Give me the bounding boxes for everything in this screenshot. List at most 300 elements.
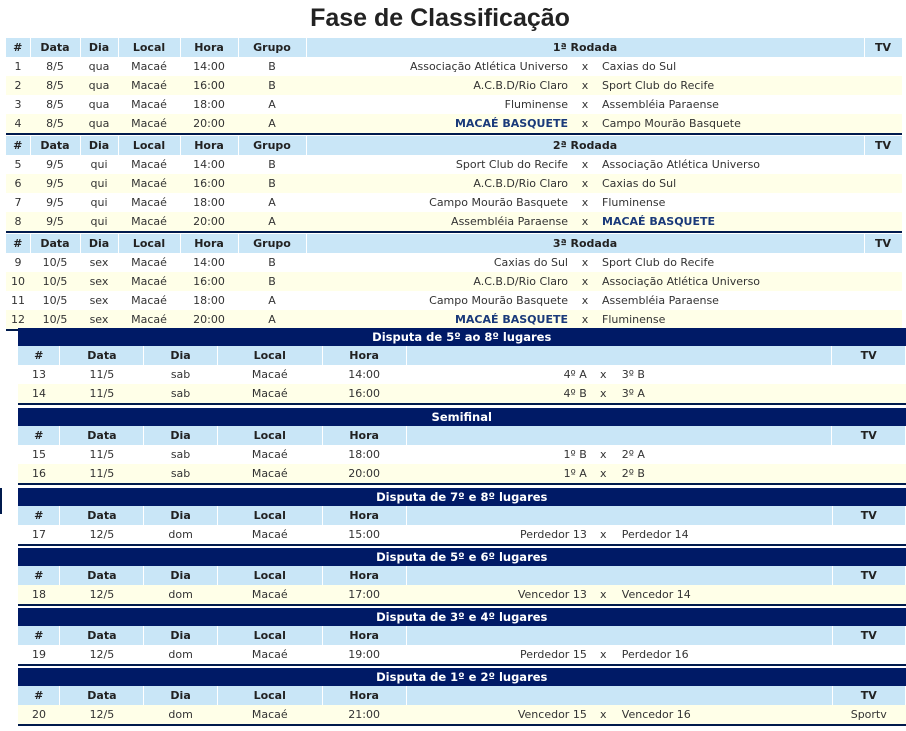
home-team: Fluminense <box>306 95 574 114</box>
versus-mark: x <box>593 585 614 605</box>
game-venue: Macaé <box>118 174 180 193</box>
header-grupo: Grupo <box>238 38 306 57</box>
header-num: # <box>6 234 30 253</box>
game-time: 19:00 <box>322 645 406 665</box>
game-time: 21:00 <box>322 705 406 725</box>
away-team: Associação Atlética Universo <box>596 272 864 291</box>
header-num: # <box>6 38 30 57</box>
game-number: 18 <box>18 585 60 605</box>
home-team: A.C.B.D/Rio Claro <box>306 272 574 291</box>
table-row <box>6 76 902 95</box>
versus-mark: x <box>574 76 596 95</box>
game-weekday: qui <box>80 174 118 193</box>
away-team: 3º A <box>614 384 832 404</box>
tv-channel <box>864 291 902 310</box>
header-num: # <box>18 426 60 445</box>
versus-mark: x <box>593 705 614 725</box>
header-hora: Hora <box>322 346 406 365</box>
game-number: 7 <box>6 193 30 212</box>
header-local: Local <box>217 686 322 705</box>
table-row <box>18 705 906 725</box>
game-number: 20 <box>18 705 60 725</box>
header-data: Data <box>30 234 80 253</box>
separator-line <box>18 665 906 666</box>
table-row <box>18 365 906 384</box>
phase-header-row <box>18 346 906 365</box>
game-number: 11 <box>6 291 30 310</box>
header-tv: TV <box>832 566 906 585</box>
versus-mark: x <box>574 57 596 76</box>
header-local: Local <box>118 136 180 155</box>
phase-title: Disputa de 1º e 2º lugares <box>18 668 906 686</box>
versus-mark: x <box>574 174 596 193</box>
away-team: Perdedor 14 <box>614 525 832 545</box>
away-team: Fluminense <box>596 310 864 330</box>
header-local: Local <box>217 566 322 585</box>
tv-channel <box>864 57 902 76</box>
game-time: 16:00 <box>322 384 406 404</box>
game-date: 9/5 <box>30 174 80 193</box>
header-tv: TV <box>864 38 902 57</box>
phase-title-row <box>18 328 906 346</box>
away-team: Associação Atlética Universo <box>596 155 864 174</box>
tv-channel <box>832 384 906 404</box>
game-time: 14:00 <box>180 253 238 272</box>
header-data: Data <box>30 136 80 155</box>
game-weekday: sab <box>144 445 217 464</box>
game-venue: Macaé <box>217 705 322 725</box>
versus-mark: x <box>574 155 596 174</box>
game-date: 11/5 <box>60 464 144 484</box>
game-time: 20:00 <box>180 310 238 330</box>
game-date: 10/5 <box>30 291 80 310</box>
versus-mark: x <box>574 114 596 134</box>
game-number: 8 <box>6 212 30 232</box>
phase-separator <box>18 725 906 726</box>
game-weekday: sab <box>144 464 217 484</box>
tv-channel <box>832 525 906 545</box>
header-hora: Hora <box>180 136 238 155</box>
table-row <box>6 57 902 76</box>
game-venue: Macaé <box>118 253 180 272</box>
game-group: B <box>238 272 306 291</box>
versus-mark: x <box>574 272 596 291</box>
game-weekday: qui <box>80 193 118 212</box>
header-num: # <box>18 566 60 585</box>
tv-channel <box>832 464 906 484</box>
page-title: Fase de Classificação <box>310 4 570 32</box>
game-venue: Macaé <box>217 384 322 404</box>
game-venue: Macaé <box>217 645 322 665</box>
header-tv: TV <box>832 686 906 705</box>
header-matchup <box>406 566 832 585</box>
tv-channel <box>864 174 902 193</box>
tv-channel <box>832 445 906 464</box>
game-number: 3 <box>6 95 30 114</box>
round-separator <box>6 232 902 233</box>
tv-channel <box>832 585 906 605</box>
phase-title-row <box>18 548 906 566</box>
game-time: 17:00 <box>322 585 406 605</box>
header-local: Local <box>217 346 322 365</box>
game-date: 11/5 <box>60 445 144 464</box>
header-grupo: Grupo <box>238 234 306 253</box>
game-venue: Macaé <box>217 525 322 545</box>
phase-separator <box>18 605 906 606</box>
game-number: 6 <box>6 174 30 193</box>
round-header-row <box>6 136 902 155</box>
header-dia: Dia <box>144 626 217 645</box>
header-data: Data <box>60 626 144 645</box>
versus-mark: x <box>593 464 614 484</box>
game-number: 19 <box>18 645 60 665</box>
home-team: Sport Club do Recife <box>306 155 574 174</box>
game-number: 14 <box>18 384 60 404</box>
phase-header-row <box>18 506 906 525</box>
game-venue: Macaé <box>118 76 180 95</box>
game-weekday: sex <box>80 272 118 291</box>
game-time: 18:00 <box>180 95 238 114</box>
game-date: 8/5 <box>30 114 80 134</box>
table-row <box>18 525 906 545</box>
left-edge-marker <box>0 488 2 514</box>
game-venue: Macaé <box>118 291 180 310</box>
phase-title-row <box>18 488 906 506</box>
game-number: 4 <box>6 114 30 134</box>
home-team: 1º B <box>406 445 593 464</box>
game-number: 15 <box>18 445 60 464</box>
header-num: # <box>6 136 30 155</box>
game-weekday: dom <box>144 645 217 665</box>
game-time: 16:00 <box>180 174 238 193</box>
home-team: Perdedor 15 <box>406 645 593 665</box>
game-time: 18:00 <box>180 193 238 212</box>
tv-channel <box>864 95 902 114</box>
tv-channel <box>864 310 902 330</box>
header-tv: TV <box>864 136 902 155</box>
phase-separator <box>18 484 906 485</box>
header-dia: Dia <box>144 566 217 585</box>
game-number: 10 <box>6 272 30 291</box>
header-matchup <box>406 346 832 365</box>
header-num: # <box>18 626 60 645</box>
game-venue: Macaé <box>217 585 322 605</box>
game-weekday: qui <box>80 212 118 232</box>
game-group: A <box>238 291 306 310</box>
game-date: 8/5 <box>30 57 80 76</box>
home-team: Perdedor 13 <box>406 525 593 545</box>
header-local: Local <box>217 506 322 525</box>
separator-line <box>6 232 902 233</box>
header-data: Data <box>60 426 144 445</box>
header-hora: Hora <box>180 234 238 253</box>
game-time: 15:00 <box>322 525 406 545</box>
game-venue: Macaé <box>118 57 180 76</box>
home-team: A.C.B.D/Rio Claro <box>306 76 574 95</box>
game-weekday: sab <box>144 384 217 404</box>
separator-line <box>18 725 906 726</box>
header-num: # <box>18 686 60 705</box>
home-team: 4º B <box>406 384 593 404</box>
home-team: Associação Atlética Universo <box>306 57 574 76</box>
header-local: Local <box>118 38 180 57</box>
game-venue: Macaé <box>118 155 180 174</box>
table-row <box>6 272 902 291</box>
game-venue: Macaé <box>217 365 322 384</box>
tv-channel <box>864 114 902 134</box>
game-group: B <box>238 253 306 272</box>
game-weekday: sex <box>80 310 118 330</box>
tv-channel <box>864 76 902 95</box>
header-data: Data <box>60 346 144 365</box>
away-team: Assembléia Paraense <box>596 291 864 310</box>
header-dia: Dia <box>144 426 217 445</box>
game-weekday: dom <box>144 585 217 605</box>
game-time: 16:00 <box>180 76 238 95</box>
header-tv: TV <box>832 626 906 645</box>
game-venue: Macaé <box>118 272 180 291</box>
game-date: 9/5 <box>30 155 80 174</box>
table-row <box>6 155 902 174</box>
table-row <box>18 645 906 665</box>
round-label: 3ª Rodada <box>306 234 864 253</box>
home-team: MACAÉ BASQUETE <box>306 310 574 330</box>
away-team: Campo Mourão Basquete <box>596 114 864 134</box>
game-date: 8/5 <box>30 95 80 114</box>
home-team: Vencedor 15 <box>406 705 593 725</box>
phase-header-row <box>18 426 906 445</box>
header-grupo: Grupo <box>238 136 306 155</box>
versus-mark: x <box>574 253 596 272</box>
round-separator <box>6 134 902 135</box>
away-team: Sport Club do Recife <box>596 253 864 272</box>
game-number: 9 <box>6 253 30 272</box>
tv-channel <box>864 253 902 272</box>
table-row <box>6 193 902 212</box>
header-tv: TV <box>832 426 906 445</box>
header-hora: Hora <box>322 506 406 525</box>
header-local: Local <box>217 426 322 445</box>
game-group: B <box>238 76 306 95</box>
phase-header-row <box>18 626 906 645</box>
header-local: Local <box>118 234 180 253</box>
away-team: Vencedor 14 <box>614 585 832 605</box>
game-number: 13 <box>18 365 60 384</box>
game-venue: Macaé <box>118 310 180 330</box>
game-date: 10/5 <box>30 253 80 272</box>
away-team: 3º B <box>614 365 832 384</box>
game-group: B <box>238 155 306 174</box>
game-venue: Macaé <box>118 212 180 232</box>
table-row <box>18 445 906 464</box>
header-matchup <box>406 506 832 525</box>
versus-mark: x <box>574 291 596 310</box>
away-team: 2º A <box>614 445 832 464</box>
round-table <box>6 136 903 233</box>
header-matchup <box>406 686 832 705</box>
game-group: A <box>238 95 306 114</box>
phase-table <box>18 668 906 726</box>
game-group: B <box>238 57 306 76</box>
game-date: 12/5 <box>60 525 144 545</box>
table-row <box>6 291 902 310</box>
phase-header-row <box>18 566 906 585</box>
away-team: Assembléia Paraense <box>596 95 864 114</box>
game-venue: Macaé <box>118 95 180 114</box>
header-tv: TV <box>832 346 906 365</box>
phase-header-row <box>18 686 906 705</box>
table-row <box>18 585 906 605</box>
header-dia: Dia <box>80 234 118 253</box>
tv-channel <box>864 272 902 291</box>
game-number: 16 <box>18 464 60 484</box>
header-tv: TV <box>864 234 902 253</box>
phase-title: Semifinal <box>18 408 906 426</box>
phase-separator <box>18 665 906 666</box>
versus-mark: x <box>593 365 614 384</box>
game-time: 20:00 <box>322 464 406 484</box>
table-row <box>6 114 902 134</box>
game-time: 14:00 <box>180 57 238 76</box>
game-weekday: sex <box>80 291 118 310</box>
game-weekday: qua <box>80 76 118 95</box>
table-row <box>6 310 902 330</box>
game-group: B <box>238 174 306 193</box>
game-time: 20:00 <box>180 212 238 232</box>
home-team: Assembléia Paraense <box>306 212 574 232</box>
table-row <box>6 95 902 114</box>
versus-mark: x <box>574 95 596 114</box>
round-table <box>6 234 903 331</box>
header-data: Data <box>60 506 144 525</box>
away-team: MACAÉ BASQUETE <box>596 212 864 232</box>
game-group: A <box>238 193 306 212</box>
versus-mark: x <box>574 310 596 330</box>
separator-line <box>18 545 906 546</box>
game-weekday: sab <box>144 365 217 384</box>
game-venue: Macaé <box>217 445 322 464</box>
home-team: Vencedor 13 <box>406 585 593 605</box>
game-time: 20:00 <box>180 114 238 134</box>
header-hora: Hora <box>322 426 406 445</box>
round-header-row <box>6 234 902 253</box>
home-team: 4º A <box>406 365 593 384</box>
tv-channel <box>832 365 906 384</box>
tv-channel <box>864 212 902 232</box>
phase-table <box>18 488 906 546</box>
game-weekday: dom <box>144 525 217 545</box>
separator-line <box>18 404 906 405</box>
header-hora: Hora <box>322 686 406 705</box>
round-table <box>6 38 903 135</box>
tv-channel <box>832 645 906 665</box>
game-date: 9/5 <box>30 212 80 232</box>
game-date: 8/5 <box>30 76 80 95</box>
header-dia: Dia <box>144 506 217 525</box>
separator-line <box>18 484 906 485</box>
game-number: 17 <box>18 525 60 545</box>
phase-title: Disputa de 5º e 6º lugares <box>18 548 906 566</box>
header-dia: Dia <box>144 346 217 365</box>
versus-mark: x <box>593 525 614 545</box>
home-team: MACAÉ BASQUETE <box>306 114 574 134</box>
away-team: Fluminense <box>596 193 864 212</box>
phase-table <box>18 328 906 405</box>
phase-title: Disputa de 3º e 4º lugares <box>18 608 906 626</box>
game-date: 12/5 <box>60 585 144 605</box>
versus-mark: x <box>574 193 596 212</box>
header-dia: Dia <box>144 686 217 705</box>
table-row <box>18 384 906 404</box>
header-hora: Hora <box>322 626 406 645</box>
game-weekday: qua <box>80 114 118 134</box>
versus-mark: x <box>593 384 614 404</box>
away-team: Vencedor 16 <box>614 705 832 725</box>
game-group: A <box>238 212 306 232</box>
phase-title-row <box>18 668 906 686</box>
game-venue: Macaé <box>118 193 180 212</box>
phase-table <box>18 608 906 666</box>
game-time: 18:00 <box>322 445 406 464</box>
round-label: 2ª Rodada <box>306 136 864 155</box>
game-number: 12 <box>6 310 30 330</box>
game-number: 2 <box>6 76 30 95</box>
game-weekday: qua <box>80 95 118 114</box>
game-venue: Macaé <box>217 464 322 484</box>
game-date: 12/5 <box>60 705 144 725</box>
header-data: Data <box>30 38 80 57</box>
game-weekday: sex <box>80 253 118 272</box>
away-team: 2º B <box>614 464 832 484</box>
game-weekday: qui <box>80 155 118 174</box>
game-time: 14:00 <box>180 155 238 174</box>
game-weekday: dom <box>144 705 217 725</box>
versus-mark: x <box>593 445 614 464</box>
header-num: # <box>18 506 60 525</box>
phase-separator <box>18 404 906 405</box>
game-weekday: qua <box>80 57 118 76</box>
game-venue: Macaé <box>118 114 180 134</box>
game-group: A <box>238 310 306 330</box>
game-date: 9/5 <box>30 193 80 212</box>
game-date: 11/5 <box>60 384 144 404</box>
phase-title: Disputa de 5º ao 8º lugares <box>18 328 906 346</box>
away-team: Sport Club do Recife <box>596 76 864 95</box>
game-number: 5 <box>6 155 30 174</box>
header-data: Data <box>60 566 144 585</box>
away-team: Perdedor 16 <box>614 645 832 665</box>
game-date: 10/5 <box>30 272 80 291</box>
header-hora: Hora <box>322 566 406 585</box>
away-team: Caxias do Sul <box>596 174 864 193</box>
home-team: Caxias do Sul <box>306 253 574 272</box>
header-tv: TV <box>832 506 906 525</box>
home-team: Campo Mourão Basquete <box>306 193 574 212</box>
phase-title: Disputa de 7º e 8º lugares <box>18 488 906 506</box>
game-time: 14:00 <box>322 365 406 384</box>
game-date: 10/5 <box>30 310 80 330</box>
home-team: Campo Mourão Basquete <box>306 291 574 310</box>
header-data: Data <box>60 686 144 705</box>
versus-mark: x <box>593 645 614 665</box>
tv-channel <box>864 155 902 174</box>
phase-title-row <box>18 608 906 626</box>
phase-separator <box>18 545 906 546</box>
game-time: 16:00 <box>180 272 238 291</box>
header-num: # <box>18 346 60 365</box>
header-local: Local <box>217 626 322 645</box>
header-matchup <box>406 426 832 445</box>
